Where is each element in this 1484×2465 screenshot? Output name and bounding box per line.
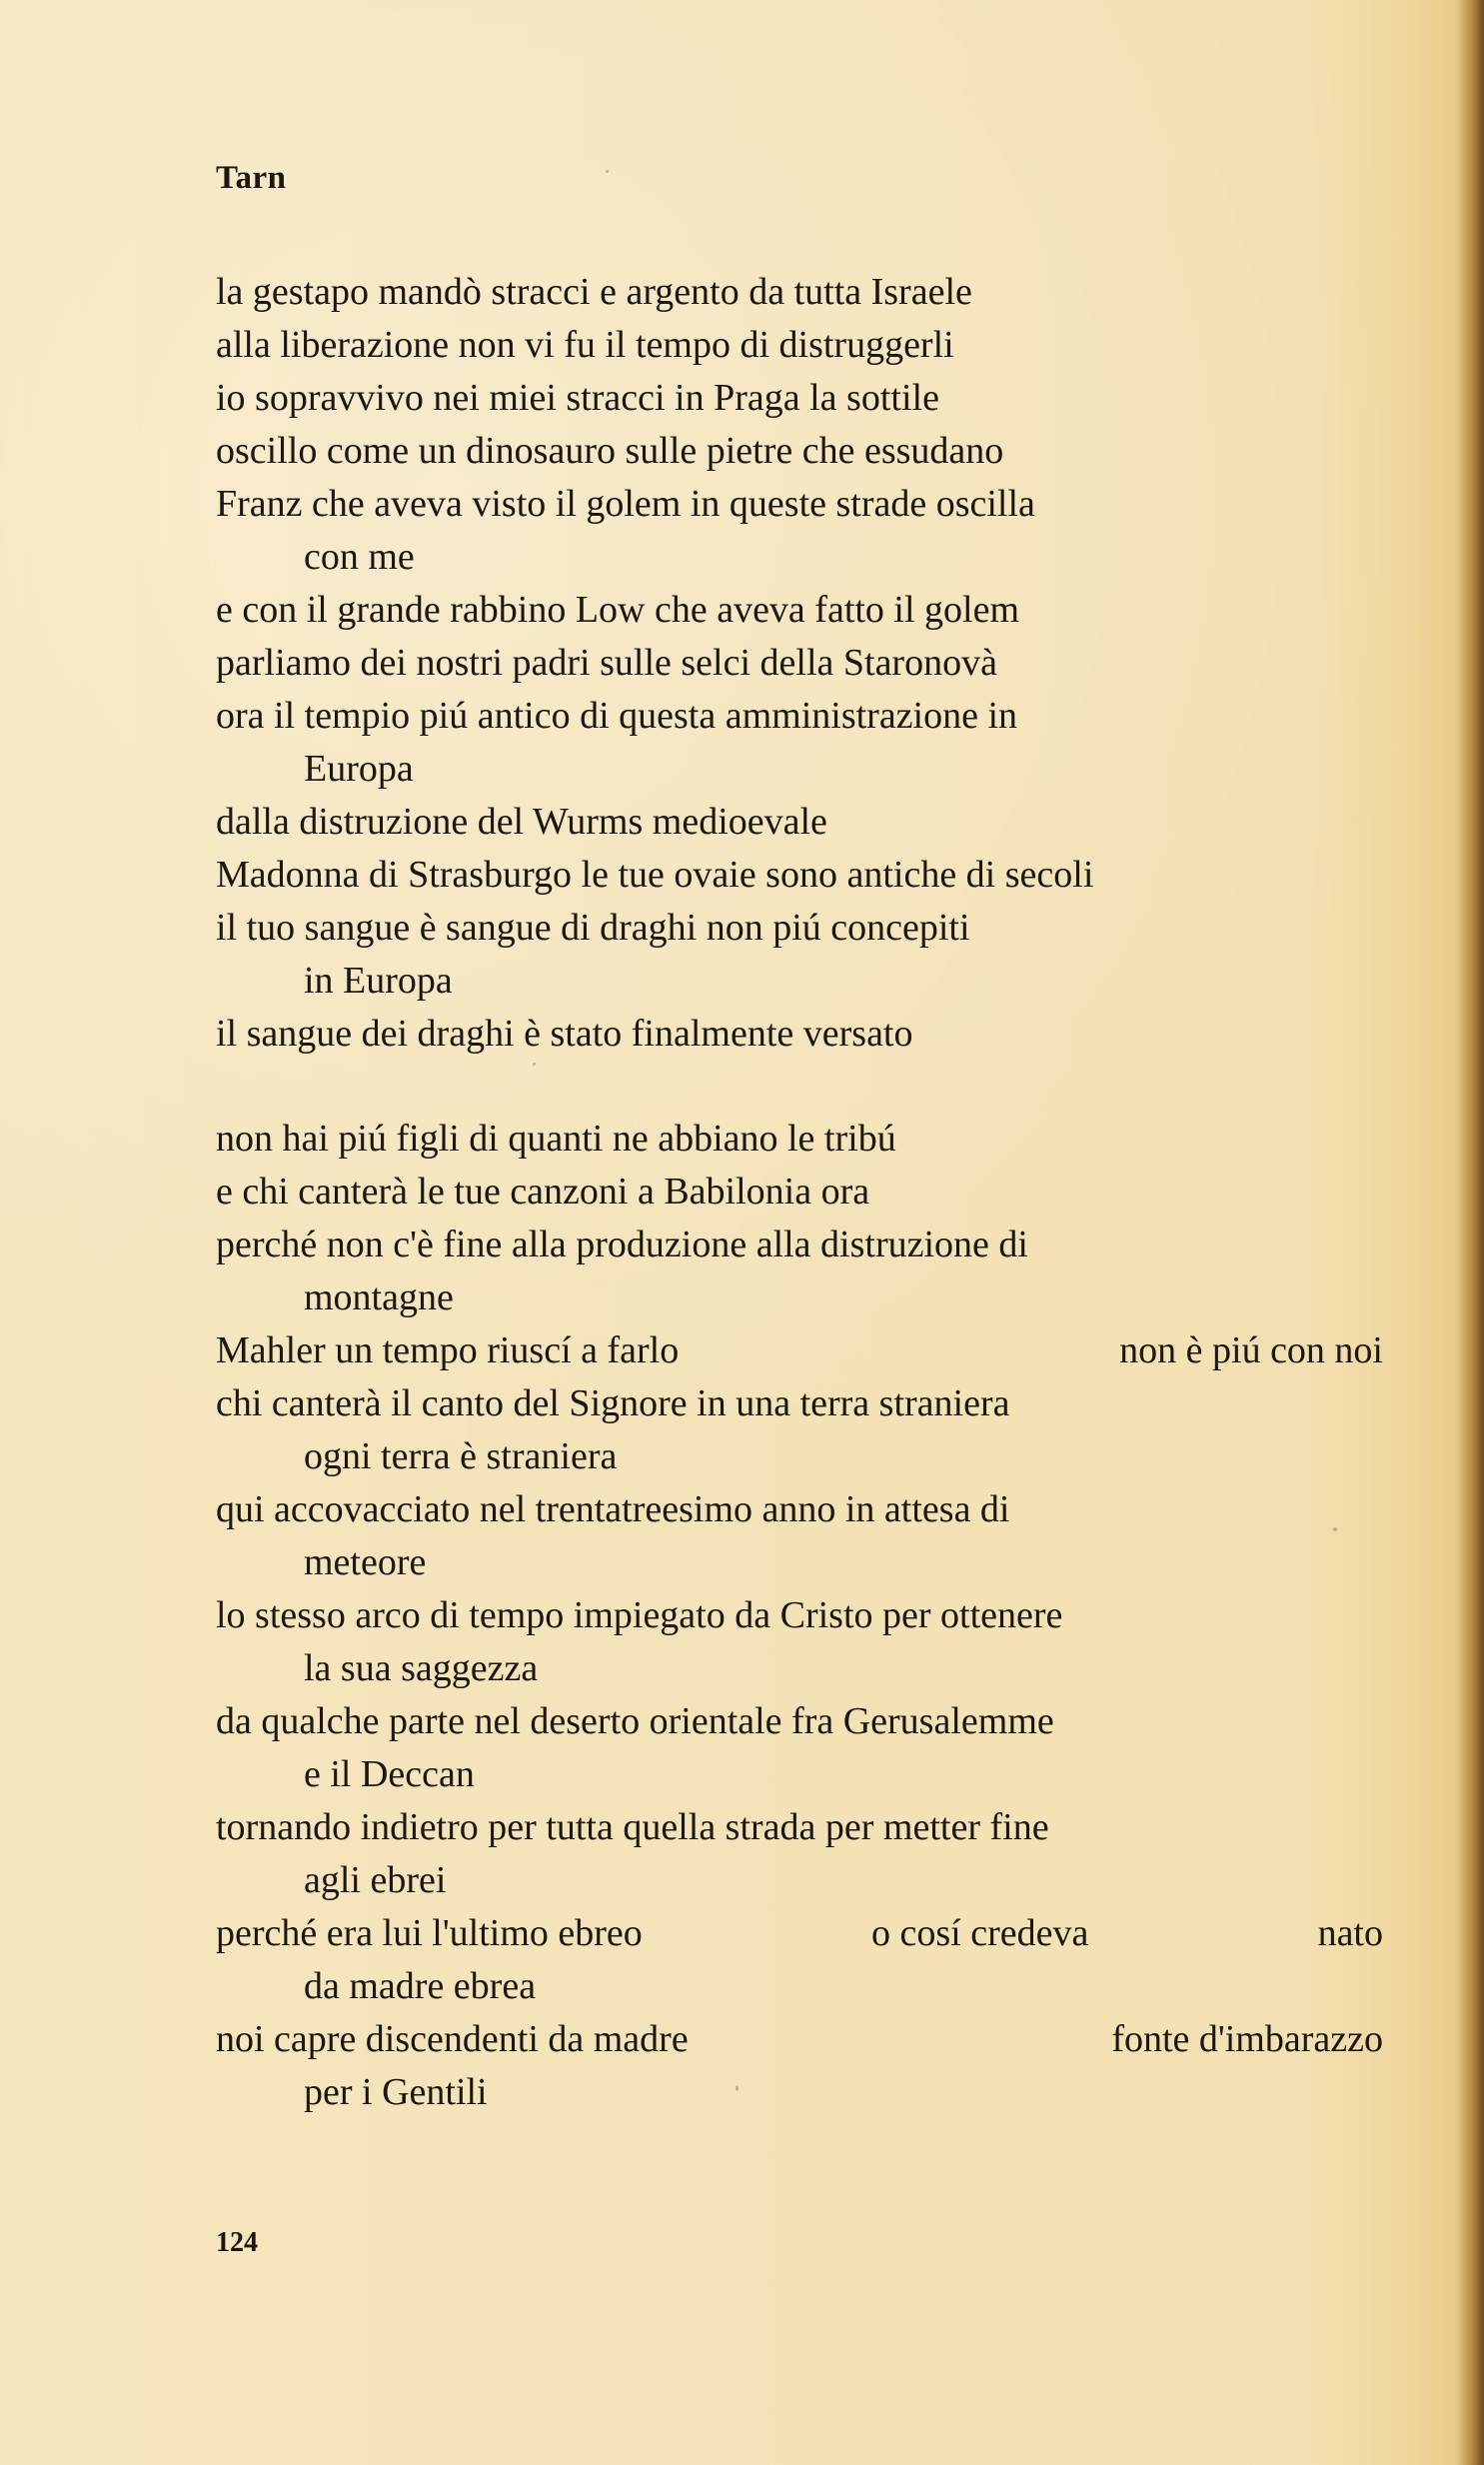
poem-line: non hai piú figli di quanti ne abbiano le tribú	[216, 1118, 896, 1160]
page-number: 124	[216, 2227, 258, 2258]
poem-line-continuation: ogni terra è straniera	[304, 1435, 618, 1477]
poem-line: qui accovacciato nel trentatreesimo anno in attesa di	[216, 1488, 1010, 1530]
poem-line-continuation: con me	[304, 536, 415, 578]
line-segment: fonte d'imbarazzo	[1111, 2018, 1383, 2060]
poem-line: la gestapo mandò stracci e argento da tutta Israele	[216, 271, 972, 313]
stanza	[216, 266, 1385, 1061]
poem-text	[216, 266, 1385, 2119]
poem-line: Franz che aveva visto il golem in queste strade oscilla	[216, 483, 1035, 525]
stanza	[216, 1113, 1385, 2119]
line-segment: perché era lui l'ultimo ebreo	[216, 1912, 643, 1954]
poem-line: io sopravvivo nei miei stracci in Praga la sottile	[216, 377, 939, 419]
poem-line-continuation: da madre ebrea	[304, 1965, 537, 2007]
poem-line-spaced	[216, 2013, 1383, 2066]
poem-line-continuation: per i Gentili	[304, 2071, 488, 2113]
line-segment: nato	[1317, 1912, 1383, 1954]
poem-line: e chi canterà le tue canzoni a Babilonia ora	[216, 1171, 870, 1213]
poem-line-continuation: e il Deccan	[304, 1753, 475, 1795]
running-head: Tarn	[216, 160, 287, 196]
poem-line-continuation: agli ebrei	[304, 1859, 447, 1901]
poem-line: parliamo dei nostri padri sulle selci della Staronovà	[216, 642, 997, 684]
poem-line: il tuo sangue è sangue di draghi non piú concepiti	[216, 907, 970, 949]
poem-line: il sangue dei draghi è stato finalmente versato	[216, 1013, 913, 1055]
line-segment: o cosí credeva	[871, 1912, 1089, 1954]
line-segment: non è piú con noi	[1119, 1329, 1383, 1371]
poem-line: perché non c'è fine alla produzione alla distruzione di	[216, 1224, 1028, 1265]
poem-line-spaced	[216, 1907, 1383, 1960]
poem-line: da qualche parte nel deserto orientale fra Gerusalemme	[216, 1700, 1054, 1742]
poem-line: lo stesso arco di tempo impiegato da Cristo per ottenere	[216, 1594, 1063, 1636]
poem-line-continuation: la sua saggezza	[304, 1647, 539, 1689]
poem-line: oscillo come un dinosauro sulle pietre che essudano	[216, 430, 1004, 472]
poem-line-continuation: meteore	[304, 1541, 427, 1583]
poem-line-continuation: montagne	[304, 1276, 454, 1318]
paper-speck	[606, 170, 609, 173]
poem-line: e con il grande rabbino Low che aveva fatto il golem	[216, 589, 1020, 631]
stanza-break	[216, 1061, 1385, 1113]
poem-line-spaced	[216, 1324, 1383, 1377]
poem-line-continuation: in Europa	[304, 960, 453, 1002]
poem-line: dalla distruzione del Wurms medioevale	[216, 801, 827, 843]
poem-line-continuation: Europa	[304, 748, 414, 790]
page-edge-shadow	[1456, 0, 1484, 2465]
poem-line: Madonna di Strasburgo le tue ovaie sono antiche di secoli	[216, 854, 1094, 896]
poem-line: ora il tempio piú antico di questa amministrazione in	[216, 695, 1018, 737]
line-segment: Mahler un tempo riuscí a farlo	[216, 1329, 680, 1371]
line-segment: noi capre discendenti da madre	[216, 2018, 689, 2060]
poem-line: alla liberazione non vi fu il tempo di distruggerli	[216, 324, 954, 366]
poem-line: tornando indietro per tutta quella strada per metter fine	[216, 1806, 1049, 1848]
poem-line: chi canterà il canto del Signore in una terra straniera	[216, 1382, 1010, 1424]
